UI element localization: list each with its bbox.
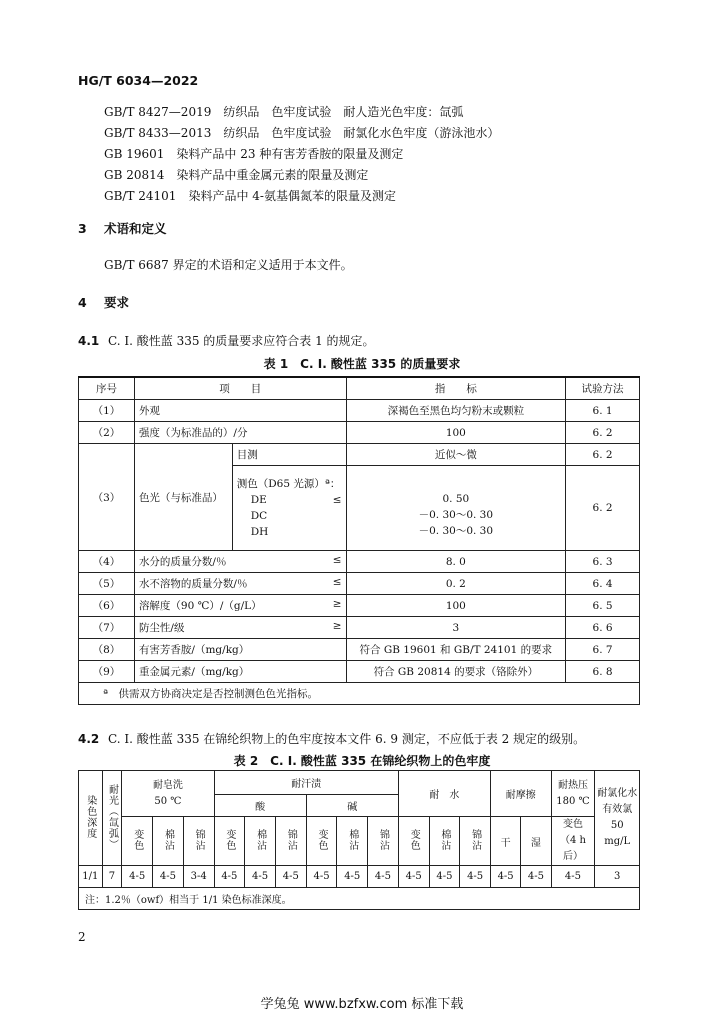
table-row (79, 661, 640, 683)
row-item: 有害芳香胺/（mg/kg） (134, 639, 346, 661)
dc-label: DC (250, 510, 268, 522)
section-title: 要求 (104, 295, 130, 310)
reference-item (104, 187, 396, 204)
sub-heat-change: 变色 （4 h后） (551, 817, 595, 866)
header-light: 耐光（氙弧） (102, 771, 122, 866)
cell-value: 4-5 (551, 866, 595, 888)
cell-value: 4-5 (521, 866, 551, 888)
row-value: 8. 0 (346, 551, 566, 573)
row-value: 符合 GB 20814 的要求（铬除外） (346, 661, 566, 683)
sub-nylon: 锦沾 (368, 817, 399, 866)
table-row (79, 573, 640, 595)
row-no: （8） (79, 639, 135, 661)
table-1 (78, 376, 640, 705)
reference-code: GB 20814 (104, 168, 165, 182)
section-3-text: GB/T 6687 界定的术语和定义适用于本文件。 (104, 258, 353, 272)
header-depth: 染色深度 (79, 771, 103, 866)
dc-value: －0. 30～0. 30 (418, 509, 494, 521)
row-value: 3 (346, 617, 566, 639)
row-method: 6. 3 (566, 551, 640, 573)
row-symbol: ≥ (332, 598, 342, 610)
row-method: 6. 4 (566, 573, 640, 595)
clause-4-1 (78, 332, 375, 349)
dh-label: DH (250, 526, 269, 538)
table-2-note: 注：1.2％（owf）相当于 1/1 染色标准深度。 (79, 888, 640, 910)
row-value: 符合 GB 19601 和 GB/T 24101 的要求 (346, 639, 566, 661)
table-footnote-row (79, 683, 640, 705)
visual-value: 近似～微 (346, 444, 566, 466)
table-2-data-row (79, 866, 640, 888)
sub-change: 变色 (306, 817, 337, 866)
table-header-row (79, 377, 640, 400)
section-heading-4 (78, 293, 129, 311)
soap-temp: 50 ℃ (154, 795, 182, 807)
reference-item (104, 124, 499, 141)
header-soap: 耐皂洗 50 ℃ (122, 771, 214, 817)
header-index: 指 标 (346, 377, 566, 400)
row-item: 强度（为标准品的）/分 (134, 422, 346, 444)
table-row (79, 639, 640, 661)
cell-value: 4-5 (306, 866, 337, 888)
de-value: 0. 50 (442, 493, 470, 505)
row-no: （2） (79, 422, 135, 444)
cell-value: 4-5 (398, 866, 429, 888)
table-2-header-row-3 (79, 817, 640, 866)
table-row (79, 551, 640, 573)
sub-change: 变色 (398, 817, 429, 866)
row-value: 0. 2 (346, 573, 566, 595)
table-row (79, 595, 640, 617)
sub-cotton: 棉沾 (337, 817, 368, 866)
cell-light: 7 (102, 866, 122, 888)
row-item: 水不溶物的质量分数/％ ≤ (134, 573, 346, 595)
clause-number: 4.2 (78, 732, 100, 746)
cell-value: 4-5 (337, 866, 368, 888)
cell-value: 4-5 (368, 866, 399, 888)
sub-dry: 干 (490, 817, 520, 866)
clause-text: C. I. 酸性蓝 335 在锦纶织物上的色牢度按本文件 6. 9 测定，不应低于表 2 规定的级别。 (108, 732, 586, 746)
clause-number: 4.1 (78, 334, 100, 348)
reference-code: GB 19601 (104, 147, 165, 161)
de-label: DE (250, 494, 267, 506)
table-row (79, 422, 640, 444)
clause-4-2 (78, 730, 585, 747)
row-method: 6. 7 (566, 639, 640, 661)
header-alkali: 碱 (306, 795, 398, 817)
row-value: 100 (346, 422, 566, 444)
row-value: 深褐色至黑色均匀粉末或颗粒 (346, 400, 566, 422)
visual-label: 目测 (232, 444, 346, 466)
row-no: （7） (79, 617, 135, 639)
cell-value: 4-5 (153, 866, 184, 888)
row-no: （3） (79, 444, 135, 551)
sub-nylon: 锦沾 (183, 817, 214, 866)
row-method: 6. 5 (566, 595, 640, 617)
section-number: 3 (78, 221, 87, 236)
instrument-label: 测色（D65 光源）ª： (236, 478, 341, 490)
sub-change: 变色 (122, 817, 153, 866)
row-symbol: ≤ (332, 554, 342, 566)
clause-text: C. I. 酸性蓝 335 的质量要求应符合表 1 的规定。 (108, 334, 375, 348)
table-row (79, 400, 640, 422)
reference-title: 染料产品中 4-氨基偶氮苯的限量及测定 (188, 189, 396, 203)
row-symbol: ≤ (332, 576, 342, 588)
cell-value: 4-5 (275, 866, 306, 888)
instrument-values (346, 466, 566, 551)
sub-cotton: 棉沾 (429, 817, 460, 866)
reference-title: 纺织品 色牢度试验 耐氯化水色牢度（游泳池水） (223, 126, 500, 140)
heat-temp: 180 ℃ (556, 795, 590, 807)
page-number: 2 (78, 930, 86, 944)
row-item: 重金属元素/（mg/kg） (134, 661, 346, 683)
header-acid: 酸 (214, 795, 306, 817)
sub-cotton: 棉沾 (153, 817, 184, 866)
section-title: 术语和定义 (104, 221, 167, 236)
row-no: （6） (79, 595, 135, 617)
cell-value: 3-4 (183, 866, 214, 888)
header-heat: 耐热压 180 ℃ (551, 771, 595, 817)
table-row-shade-visual (79, 444, 640, 466)
row-method: 6. 2 (566, 422, 640, 444)
footer-watermark: 学兔兔 www.bzfxw.com 标准下载 (260, 997, 464, 1012)
row-item: 水分的质量分数/％ ≤ (134, 551, 346, 573)
reference-code: GB/T 24101 (104, 189, 177, 203)
reference-code: GB/T 8427—2019 (104, 105, 212, 119)
header-rub: 耐摩擦 (490, 771, 551, 817)
row-item: 色光（与标准品） (134, 444, 232, 551)
instrument-method: 6. 2 (566, 466, 640, 551)
reference-title: 染料产品中重金属元素的限量及测定 (176, 168, 369, 182)
row-method: 6. 6 (566, 617, 640, 639)
header-chlorine: 耐氯化水 有效氯 50 mg/L (595, 771, 640, 866)
row-no: （4） (79, 551, 135, 573)
header-sweat: 耐汗渍 (214, 771, 398, 795)
instrument-cell (232, 466, 346, 551)
reference-title: 染料产品中 23 种有害芳香胺的限量及测定 (176, 147, 404, 161)
sub-cotton: 棉沾 (245, 817, 276, 866)
sub-nylon: 锦沾 (460, 817, 491, 866)
cell-value: 3 (595, 866, 640, 888)
table-1-title: 表 1 C. I. 酸性蓝 335 的质量要求 (263, 357, 461, 371)
row-method: 6. 1 (566, 400, 640, 422)
table-row (79, 617, 640, 639)
sub-change: 变色 (214, 817, 245, 866)
sub-wet: 湿 (521, 817, 551, 866)
cell-value: 4-5 (245, 866, 276, 888)
dh-value: －0. 30～0. 30 (418, 525, 494, 537)
section-number: 4 (78, 295, 87, 310)
cell-depth: 1/1 (79, 866, 103, 888)
de-line (237, 492, 342, 508)
header-item: 项 目 (134, 377, 346, 400)
row-item: 溶解度（90 ℃）/（g/L） ≥ (134, 595, 346, 617)
cell-value: 4-5 (214, 866, 245, 888)
visual-method: 6. 2 (566, 444, 640, 466)
reference-item (104, 166, 368, 183)
cell-value: 4-5 (490, 866, 520, 888)
row-method: 6. 8 (566, 661, 640, 683)
table-2-note-row (79, 888, 640, 910)
row-item: 防尘性/级 ≥ (134, 617, 346, 639)
row-no: （5） (79, 573, 135, 595)
cell-value: 4-5 (122, 866, 153, 888)
sub-nylon: 锦沾 (275, 817, 306, 866)
document-code: HG/T 6034—2022 (78, 73, 199, 88)
de-symbol: ≤ (332, 494, 342, 506)
row-no: （9） (79, 661, 135, 683)
reference-code: GB/T 8433—2013 (104, 126, 212, 140)
header-water: 耐 水 (398, 771, 490, 817)
table-2 (78, 770, 640, 910)
row-value: 100 (346, 595, 566, 617)
table-2-title: 表 2 C. I. 酸性蓝 335 在锦纶织物上的色牢度 (233, 754, 491, 768)
row-item: 外观 (134, 400, 346, 422)
section-heading-3 (78, 219, 167, 237)
reference-item (104, 103, 463, 120)
header-no: 序号 (79, 377, 135, 400)
row-no: （1） (79, 400, 135, 422)
table-footnote: ª 供需双方协商决定是否控制测色色光指标。 (79, 683, 640, 705)
reference-item (104, 145, 403, 162)
cell-value: 4-5 (429, 866, 460, 888)
table-2-header-row-1 (79, 771, 640, 795)
cell-value: 4-5 (460, 866, 491, 888)
reference-title: 纺织品 色牢度试验 耐人造光色牢度：氙弧 (223, 105, 464, 119)
header-method: 试验方法 (566, 377, 640, 400)
row-symbol: ≥ (332, 620, 342, 632)
